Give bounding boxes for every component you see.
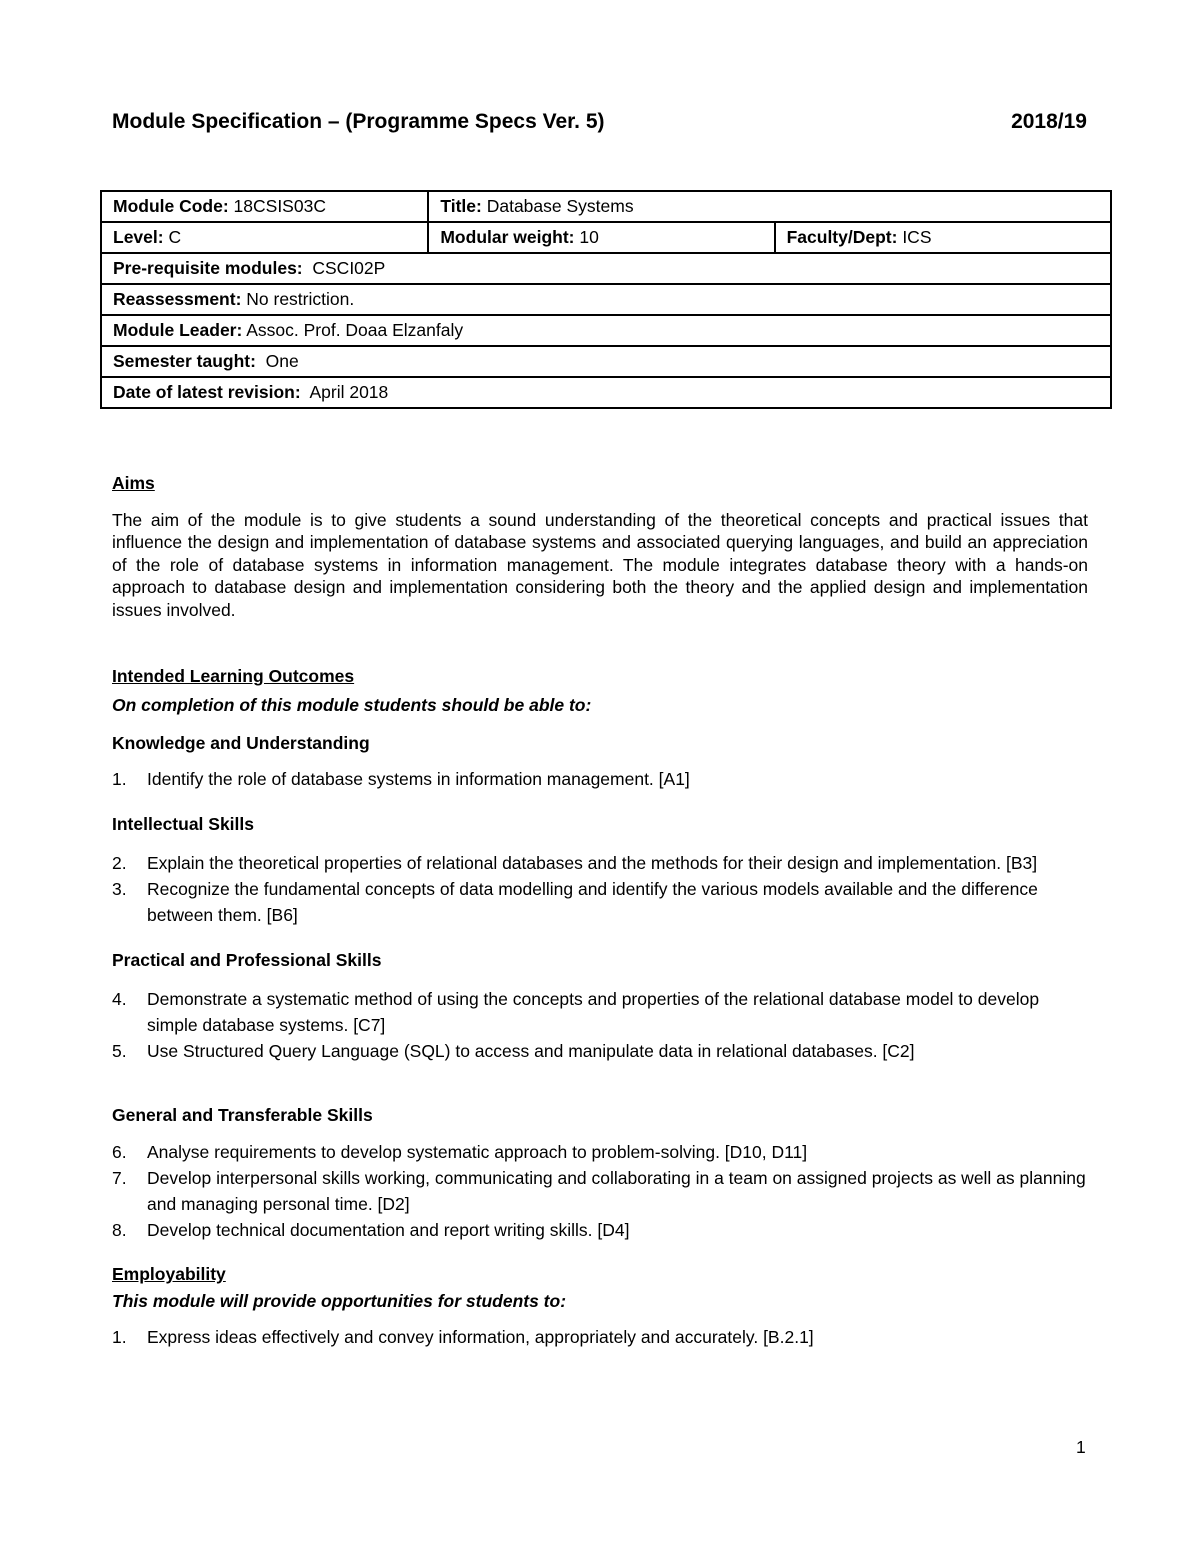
module-title-cell xyxy=(428,191,1111,222)
level-cell xyxy=(101,222,428,253)
list-item xyxy=(112,1324,1088,1350)
item-number: 1. xyxy=(112,1327,127,1348)
prerequisites-label: Pre-requisite modules: xyxy=(113,258,303,278)
list-item xyxy=(112,1165,1088,1217)
list-item xyxy=(112,850,1088,876)
faculty-value: ICS xyxy=(897,227,932,247)
page-header xyxy=(112,110,1087,134)
item-text: Demonstrate a systematic method of using the concepts and properties of the relational database model to develop simple database systems. [C7] xyxy=(147,988,1040,1035)
knowledge-list xyxy=(112,766,1088,792)
item-number: 1. xyxy=(112,769,127,790)
item-number: 2. xyxy=(112,852,127,873)
item-number: 8. xyxy=(112,1220,127,1241)
item-text: Recognize the fundamental concepts of data modelling and identify the various models available and the difference between them. [B6] xyxy=(147,878,1038,925)
modular-weight-label: Modular weight: xyxy=(440,227,575,247)
modular-weight-cell xyxy=(428,222,774,253)
module-title-label: Title: xyxy=(440,196,482,216)
aims-text: The aim of the module is to give students a sound understanding of the theoretical concepts and practical issues that influence the design and implementation of database systems and associated querying languages, and build an appreciation of the role of database systems in information management. The module integrates database theory with a hands-on approach to database design and implementation considering both the theory and the applied design and implementation issues involved. xyxy=(112,509,1088,620)
list-item xyxy=(112,1038,1088,1064)
academic-year: 2018/19 xyxy=(1011,110,1087,133)
item-number: 5. xyxy=(112,1040,127,1061)
modular-weight-value: 10 xyxy=(574,227,599,247)
revision-date-label: Date of latest revision: xyxy=(113,382,301,402)
module-code-label: Module Code: xyxy=(113,196,229,216)
document-body xyxy=(112,472,1088,1350)
transferable-list xyxy=(112,1139,1088,1243)
knowledge-heading: Knowledge and Understanding xyxy=(112,732,370,753)
level-label: Level: xyxy=(113,227,164,247)
transferable-heading: General and Transferable Skills xyxy=(112,1104,373,1125)
semester-value: One xyxy=(255,351,299,371)
item-text: Explain the theoretical properties of relational databases and the methods for their design and implementation. [B3] xyxy=(147,852,1038,873)
intellectual-heading: Intellectual Skills xyxy=(112,814,254,835)
reassessment-cell xyxy=(101,284,1111,315)
document-title: Module Specification – (Programme Specs Ver. 5) xyxy=(112,110,605,133)
ilo-intro: On completion of this module students should be able to: xyxy=(112,695,592,716)
module-leader-cell xyxy=(101,315,1111,346)
module-code-value: 18CSIS03C xyxy=(228,196,326,216)
intellectual-list xyxy=(112,850,1088,928)
item-text: Use Structured Query Language (SQL) to access and manipulate data in relational databases. [C2] xyxy=(147,1040,915,1061)
module-title-value: Database Systems xyxy=(481,196,634,216)
faculty-label: Faculty/Dept: xyxy=(786,227,898,247)
semester-label: Semester taught: xyxy=(113,351,256,371)
item-text: Identify the role of database systems in information management. [A1] xyxy=(147,769,690,790)
employability-list xyxy=(112,1324,1088,1350)
list-item xyxy=(112,876,1088,928)
employability-intro: This module will provide opportunities for students to: xyxy=(112,1290,567,1311)
list-item xyxy=(112,766,1088,792)
item-text: Develop interpersonal skills working, communicating and collaborating in a team on assigned projects as well as planning and managing personal time. [D2] xyxy=(147,1168,1086,1215)
revision-date-cell xyxy=(101,377,1111,408)
reassessment-label: Reassessment: xyxy=(113,289,242,309)
item-text: Express ideas effectively and convey information, appropriately and accurately. [B.2.1] xyxy=(147,1327,814,1348)
item-text: Develop technical documentation and report writing skills. [D4] xyxy=(147,1220,630,1241)
faculty-cell xyxy=(775,222,1111,253)
list-item xyxy=(112,986,1088,1038)
module-leader-label: Module Leader: xyxy=(113,320,243,340)
item-number: 4. xyxy=(112,988,127,1009)
prerequisites-value: CSCI02P xyxy=(302,258,386,278)
list-item xyxy=(112,1139,1088,1165)
item-number: 6. xyxy=(112,1142,127,1163)
revision-date-value: April 2018 xyxy=(300,382,389,402)
reassessment-value: No restriction. xyxy=(241,289,355,309)
practical-list xyxy=(112,986,1088,1064)
prerequisites-cell xyxy=(101,253,1111,284)
module-code-cell xyxy=(101,191,428,222)
module-spec-table xyxy=(100,190,1112,409)
list-item xyxy=(112,1217,1088,1243)
item-number: 7. xyxy=(112,1168,127,1189)
page-number: 1 xyxy=(1076,1437,1086,1457)
item-number: 3. xyxy=(112,878,127,899)
employability-heading: Employability xyxy=(112,1264,226,1285)
level-value: C xyxy=(163,227,182,247)
practical-heading: Practical and Professional Skills xyxy=(112,949,382,970)
module-leader-value: Assoc. Prof. Doaa Elzanfaly xyxy=(242,320,464,340)
ilo-heading: Intended Learning Outcomes xyxy=(112,665,355,686)
item-text: Analyse requirements to develop systematic approach to problem-solving. [D10, D11] xyxy=(147,1142,808,1163)
semester-cell xyxy=(101,346,1111,377)
aims-heading: Aims xyxy=(112,473,155,493)
